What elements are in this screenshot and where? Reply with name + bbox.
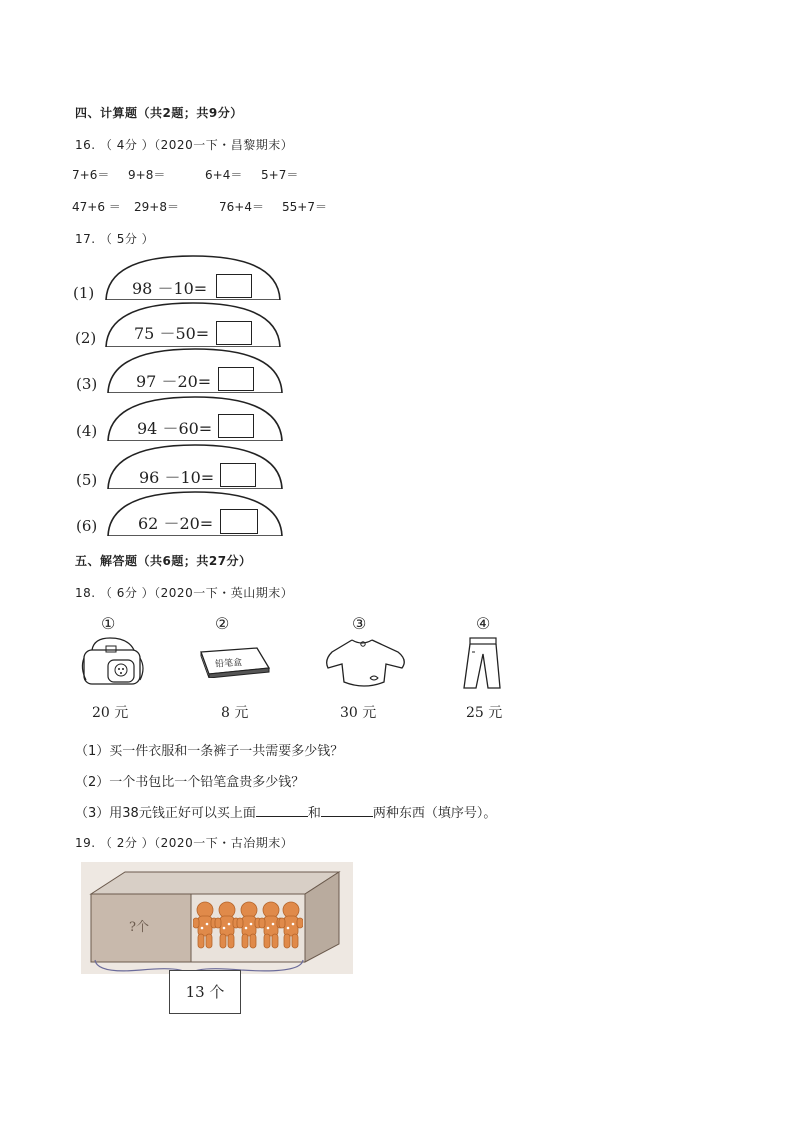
box-illustration [81,862,353,974]
goods-item-4 [456,614,516,724]
q17-item-3 [68,347,298,393]
q17-item-5 [68,443,298,489]
hidden-count-label: ?个 [129,920,149,935]
goods-item-1 [78,614,152,724]
answer-box[interactable] [220,463,256,487]
q16-expr: 9+8＝ [128,168,166,182]
q17-item-2 [68,301,298,347]
shirt-icon [322,634,410,692]
item-expression: 62 －20= [138,514,214,533]
goods-item-2 [195,614,275,724]
q19-header: 19. （ 2分 ）（2020一下・古冶期末） [75,836,294,850]
q16-expr: 76+4＝ [219,200,264,214]
item-label: (1) [73,284,95,302]
item-number: ① [101,614,116,633]
q18-sub-1: （1）买一件衣服和一条裤子一共需要多少钱？ [75,744,344,759]
goods-item-3 [322,614,412,724]
answer-box[interactable] [218,367,254,391]
item-number: ④ [476,614,491,633]
q17-item-1 [68,254,298,300]
item-label: (3) [76,375,98,393]
sub3-text-b: 和 [307,806,321,821]
item-label: (4) [76,422,98,440]
section-4-title: 四、计算题（共2题；共9分） [75,106,243,120]
item-label: (2) [75,329,97,347]
answer-box[interactable] [220,509,258,534]
q17-item-4 [68,395,298,441]
answer-box[interactable] [218,414,254,438]
q16-expr: 29+8＝ [134,200,179,214]
q16-header: 16. （ 4分 ）（2020一下・昌黎期末） [75,138,294,152]
item-expression: 98 －10= [132,279,208,298]
item-price: 8 元 [221,705,249,721]
answer-blank-1[interactable] [256,804,308,817]
item-label: (6) [76,517,98,535]
item-expression: 97 －20= [136,372,212,391]
item-expression: 94 －60= [137,419,213,438]
item-number: ③ [352,614,367,633]
answer-box[interactable] [216,321,252,345]
item-price: 20 元 [92,705,129,721]
item-number: ② [215,614,230,633]
item-price: 30 元 [340,705,377,721]
q18-sub-2: （2）一个书包比一个铅笔盒贵多少钱？ [75,775,305,790]
q16-row-1 [0,166,794,182]
answer-box[interactable] [216,274,252,298]
pants-icon [456,634,512,692]
pencil-case-label: 铅笔盒 [214,658,243,670]
q16-expr: 6+4＝ [205,168,243,182]
item-expression: 75 －50= [134,324,210,343]
q16-expr: 7+6＝ [72,168,110,182]
q17-item-6 [68,490,298,536]
section-5-title: 五、解答题（共6题；共27分） [75,554,252,568]
q16-expr: 47+6 ＝ [72,200,121,214]
item-expression: 96 －10= [139,468,215,487]
q16-expr: 55+7＝ [282,200,327,214]
gingerbread-icons [193,898,303,958]
total-count-box: 13 个 [169,970,241,1014]
q18-header: 18. （ 6分 ）（2020一下・英山期末） [75,586,294,600]
sub3-text-c: 两种东西（填序号）。 [372,806,497,821]
item-price: 25 元 [466,705,503,721]
q18-sub-3 [75,802,496,821]
sub3-text-a: （3）用38元钱正好可以买上面 [75,806,256,821]
answer-blank-2[interactable] [321,804,373,817]
q16-expr: 5+7＝ [261,168,299,182]
backpack-icon [78,634,150,690]
q17-header: 17. （ 5分 ） [75,232,155,246]
item-label: (5) [76,471,98,489]
q16-row-2 [0,198,794,214]
